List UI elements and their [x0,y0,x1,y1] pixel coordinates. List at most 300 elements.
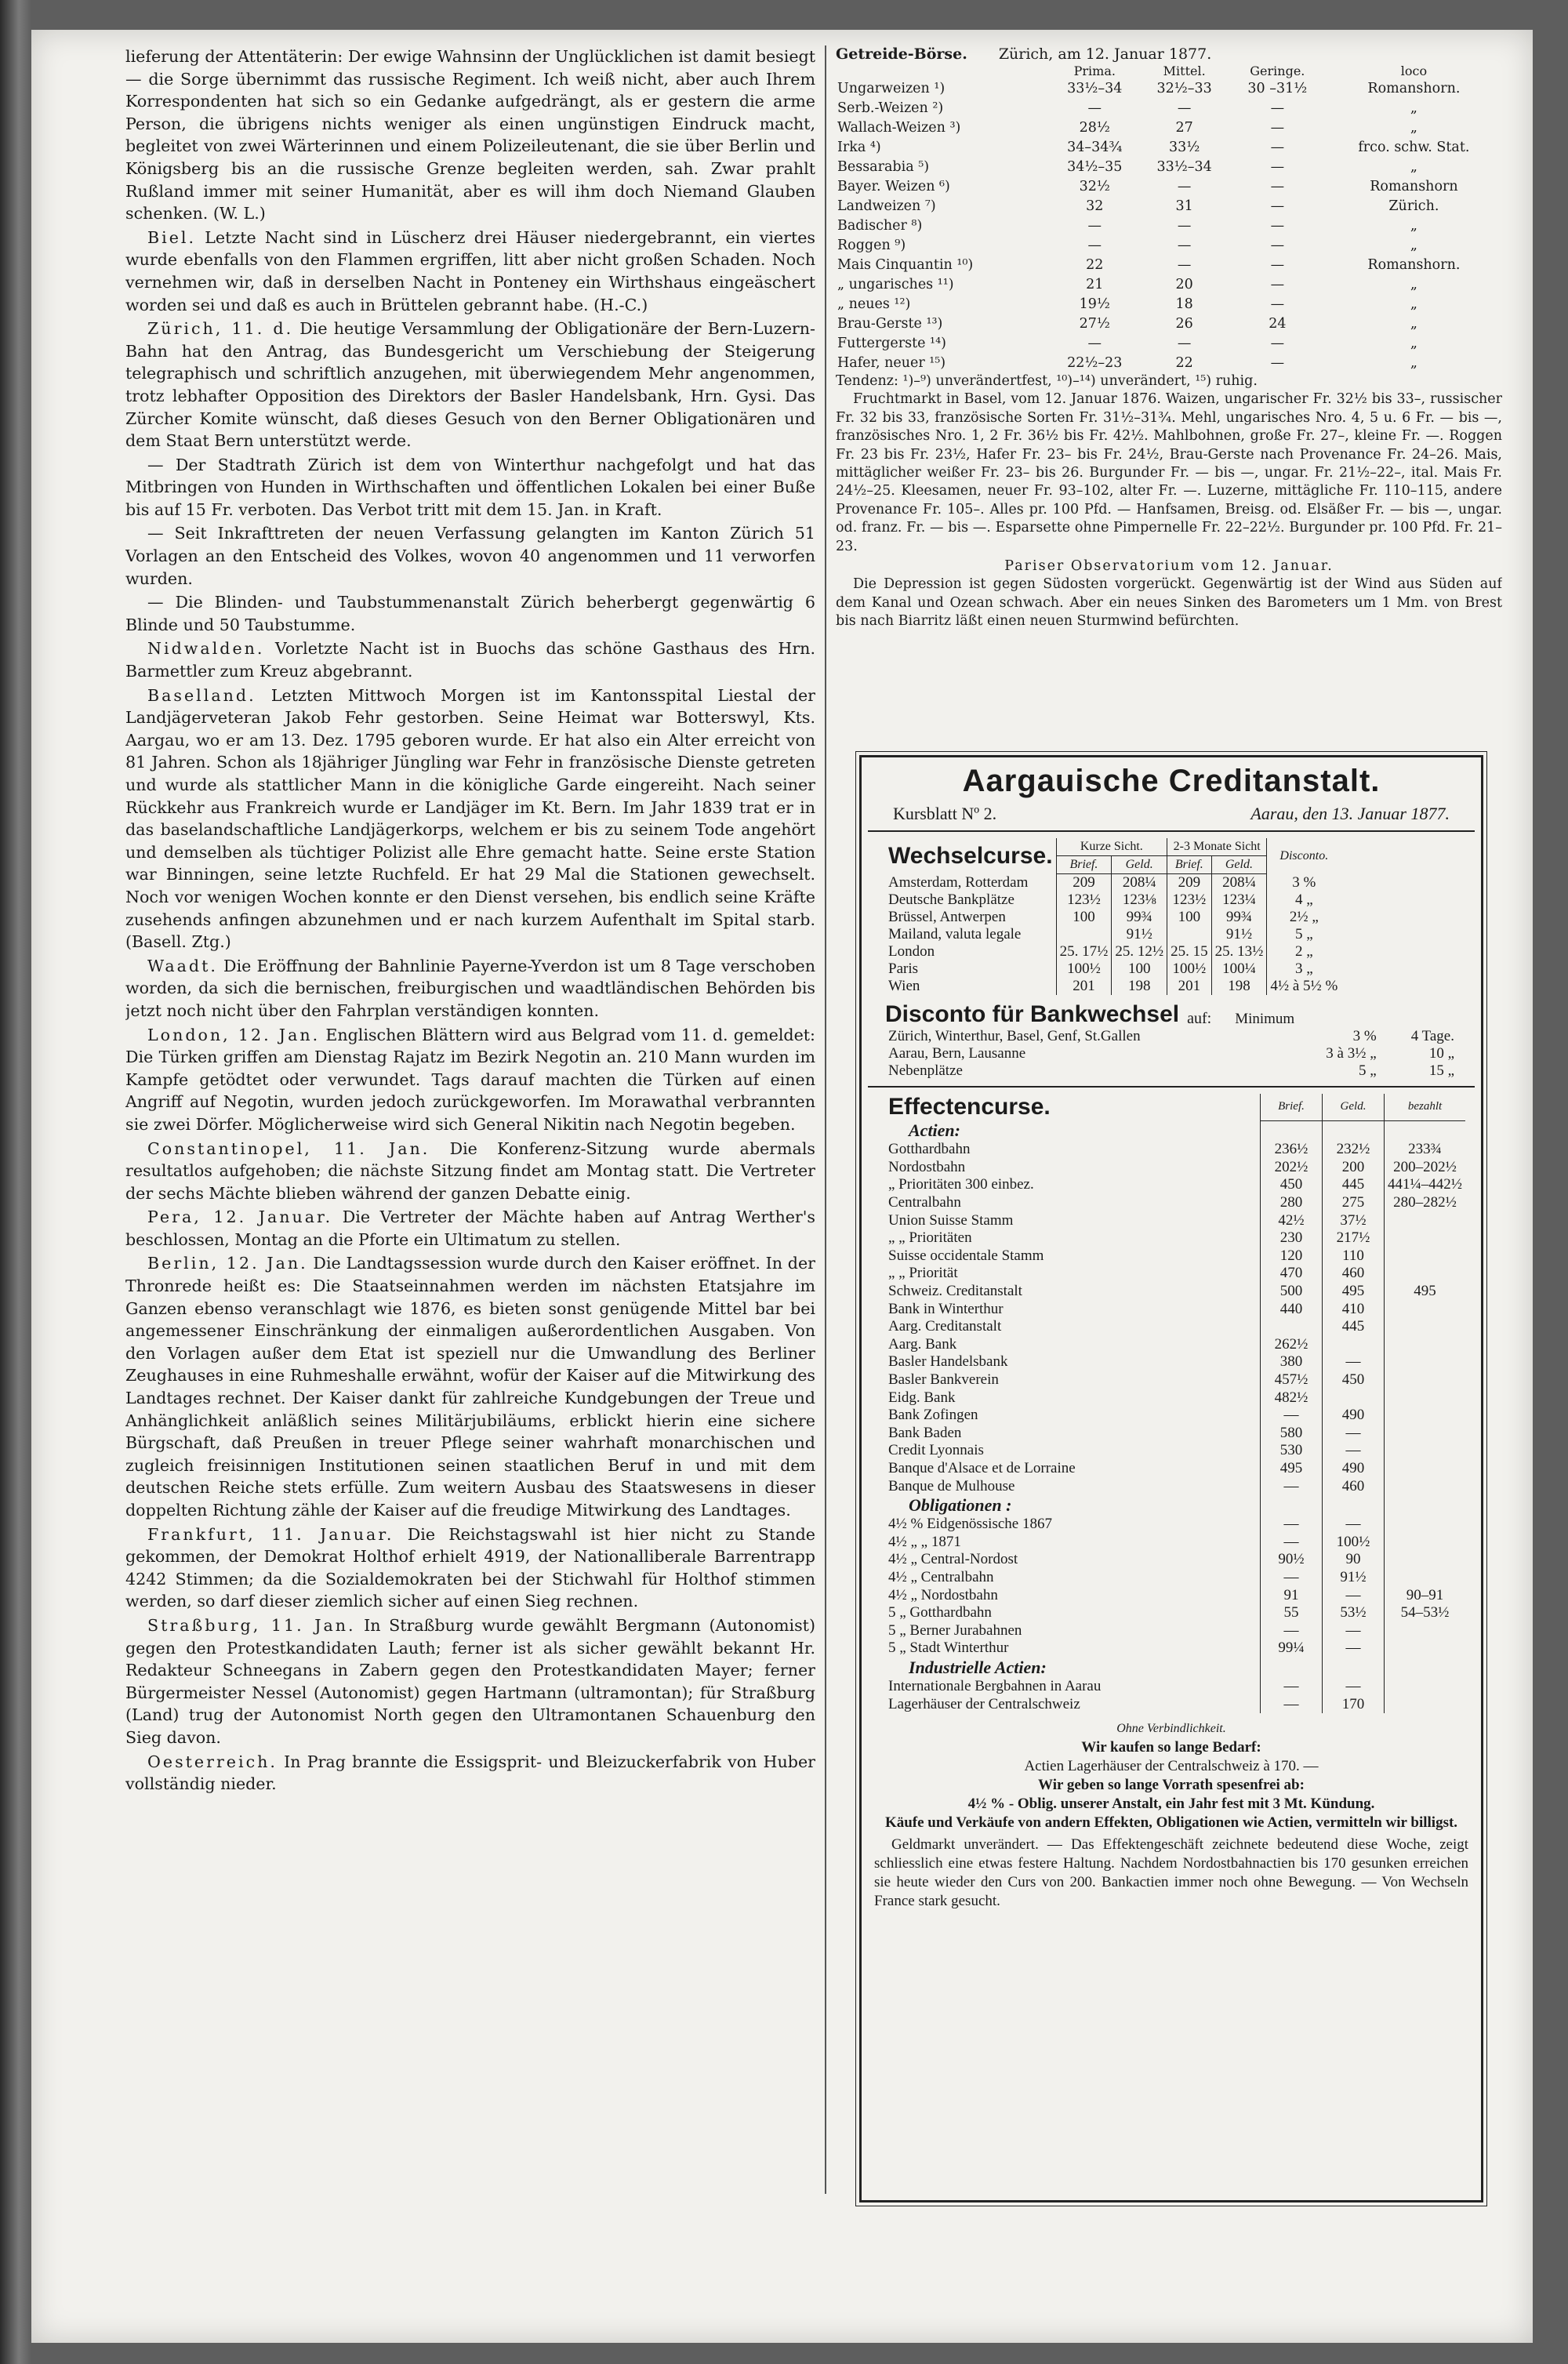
article-text: Vorletzte Nacht ist in Buochs das schöne Gasthaus des Hrn. Barmettler zum Kreuz abgebrannt. [125,639,815,681]
effekten-cell: 470 [1261,1265,1323,1283]
disconto-minimum: Minimum [1235,1011,1295,1027]
grain-cell: — [1270,256,1285,273]
wechsel-cell: 2½ „ [1267,909,1341,926]
grain-col-header [836,63,1050,78]
dateline: Nidwalden. [147,639,265,659]
effekten-row [885,1442,1465,1460]
wechsel-title: Wechselcurse. [888,842,1053,869]
grain-cell: 26 [1175,315,1193,332]
geben-title: Wir geben so lange Vorrath spesenfrei ab: [1038,1776,1305,1793]
effekten-row [885,1247,1465,1266]
wechsel-cell: 123½ [1167,891,1212,909]
effekten-cell: 90–91 [1385,1586,1466,1604]
effekten-row [885,1336,1465,1354]
grain-cell: „ [1410,335,1417,351]
effekten-cell: Bank Baden [888,1424,962,1441]
article-paragraph [125,1206,815,1251]
effekten-cell: — [1323,1640,1385,1658]
effekten-cell: 440 [1261,1300,1323,1318]
grain-cell: Romanshorn. [1367,80,1461,96]
geld-header: Geld. [1211,856,1267,874]
wechsel-cell: 91½ [1112,926,1167,943]
effekten-cell: 495 [1323,1283,1385,1301]
effekten-cell [1385,1442,1466,1460]
dateline: Oesterreich. [147,1752,278,1771]
article-paragraph [125,454,815,521]
effekten-cell: — [1261,1695,1323,1713]
effekten-cell: 495 [1261,1460,1323,1478]
observatorium-title: Pariser Observatorium vom 12. Januar. [1004,558,1334,575]
kursblatt-number: Kursblatt Nº 2. [893,804,997,823]
effekten-cell: — [1261,1533,1323,1551]
wechsel-row [885,960,1341,978]
grain-cell: — [1270,158,1285,175]
grain-cell: Serb.-Weizen ²) [837,100,944,116]
effekten-cell: Union Suisse Stamm [888,1211,1014,1229]
disconto-row [885,1062,1457,1080]
grain-cell: 32 [1086,198,1104,214]
effekten-cell [1385,1265,1466,1283]
grain-exchange-date: Zürich, am 12. Januar 1877. [998,45,1212,63]
effekten-table [885,1094,1465,1713]
grain-cell: 32½–33 [1156,80,1212,96]
grain-row [836,333,1502,353]
grain-cell: 24 [1269,315,1287,332]
effekten-cell: 54–53½ [1385,1604,1466,1622]
grain-col-header: loco [1400,63,1428,78]
grain-cell: — [1177,335,1192,351]
effekten-cell: — [1323,1425,1385,1443]
effekten-row [885,1229,1465,1247]
news-column [125,45,815,2233]
article-text: Die Reichstagswahl ist hier nicht zu Stande gekommen, der Demokrat Holthof erhielt 4919, der Nationalliberale Barrentrapp 4242 Stimmen; da die Sozialdemokraten bei der Stichwahl für Holthof stimmen werden, so darf dieser ziemlich sicher auf einen Sieg rechnen. [125,1524,815,1611]
grain-col-header: Mittel. [1163,63,1206,78]
effekten-cell [1385,1551,1466,1569]
grain-cell: Ungarweizen ¹) [837,80,946,96]
grain-row [836,98,1502,118]
effekten-cell: 4½ „ „ 1871 [888,1533,961,1550]
wechsel-cell: 25. 13½ [1211,943,1267,960]
effekten-cell: — [1323,1678,1385,1696]
disconto-block [885,1001,1457,1080]
divider [868,830,1475,832]
grain-cell: 33½ [1169,139,1200,155]
wechsel-cell [1167,926,1212,943]
effekten-cell [1385,1407,1466,1425]
kursblatt-date: Aarau, den 13. Januar 1877. [1250,804,1450,823]
disconto-cell: 3 à 3½ „ [1326,1045,1377,1062]
disconto-cell: Nebenplätze [888,1062,963,1079]
article-text: In Straßburg wurde gewählt Bergmann (Autonomist) gegen den Protestkandidaten Lauth; ferner ist als sicher gewählt bekannt Hr. Redakteur Schneegans in Zabern gegen den Protestkandidaten Mayer; ferner Bürgermeister Nessel (Autonomist) gegen Hartmann (ultramontan); für Straßburg (Land) trug der Autonomist North gegen den Ultramontanen Schauenburg den Sieg davon. [125,1615,815,1747]
bank-advertisement [859,755,1483,2202]
grain-cell: 34½–35 [1067,158,1123,175]
article-text: Die heutige Versammlung der Obligationäre der Bern-Luzern-Bahn hat den Antrag, das Bundesgericht um Verschiebung der Steigerung telegraphisch und schriftlich anzugehen, mit überwiegendem Mehr angenommen, trotz lebhafter Opposition des Direktors der Basler Handelsbank, Hrn. Gysi. Das Zürcher Komite wünscht, daß dieses Gesuch von den Berner Obligationären und dem Staat Bern unterstützt werde. [125,319,815,451]
no-liability-note: Ohne Verbindlichkeit. [1116,1721,1226,1735]
effekten-row [885,1194,1465,1212]
effekten-cell: 37½ [1323,1211,1385,1229]
grain-cell: — [1087,100,1102,116]
grain-row [836,314,1502,333]
effekten-cell [1385,1678,1466,1696]
book-spine [0,0,31,2364]
wechsel-cell: Mailand, valuta legale [888,926,1022,942]
kurze-sicht-header: Kurze Sicht. [1056,838,1167,856]
disconto-row [885,1028,1457,1045]
kaufen-title: Wir kaufen so lange Bedarf: [1081,1738,1261,1756]
wechsel-cell: 99¾ [1112,909,1167,926]
effekten-cell: — [1261,1678,1323,1696]
grain-cell: — [1270,335,1285,351]
dateline: Frankfurt, 11. Januar. [147,1524,394,1544]
effekten-row [885,1460,1465,1478]
dateline: Waadt. [147,956,218,975]
grain-row [836,157,1502,176]
effekten-cell: 445 [1323,1176,1385,1194]
kaufen-text: Actien Lagerhäuser der Centralschweiz à 170. — [1024,1757,1319,1774]
effekten-row [885,1533,1465,1551]
dateline: London, 12. Jan. [147,1025,321,1044]
wechsel-row [885,891,1341,909]
grain-cell: Roggen ⁹) [837,237,906,253]
wechsel-cell: Brüssel, Antwerpen [888,909,1006,925]
wechsel-cell: 123½ [1056,891,1112,909]
effekten-cell: Centralbahn [888,1194,961,1211]
grain-cell: — [1087,237,1102,253]
effekten-row [885,1516,1465,1534]
effekten-row [885,1300,1465,1318]
effekten-cell: — [1261,1407,1323,1425]
grain-cell: — [1270,100,1285,116]
effekten-cell: Eidg. Bank [888,1389,956,1406]
grain-cell: Bessarabia ⁵) [837,158,930,175]
effekten-cell: 460 [1323,1265,1385,1283]
wechsel-cell: 25. 17½ [1056,943,1112,960]
grain-cell: „ [1410,158,1417,175]
geld-header: Geld. [1323,1094,1385,1120]
effekten-cell: 380 [1261,1353,1323,1371]
effekten-cell: 4½ „ Central-Nordost [888,1551,1018,1568]
effekten-cell: 91½ [1323,1569,1385,1587]
effekten-cell: 500 [1261,1283,1323,1301]
article-paragraph [125,1523,815,1613]
effekten-cell [1385,1389,1466,1407]
grain-cell: 27½ [1079,315,1110,332]
disconto-cell: 5 „ [1358,1062,1377,1079]
grain-cell: 34–34¾ [1067,139,1123,155]
effekten-cell: Credit Lyonnais [888,1442,984,1459]
effekten-cell: — [1323,1353,1385,1371]
article-text: lieferung der Attentäterin: Der ewige Wahnsinn der Unglücklichen ist damit besiegt — die Sorge übernimmt das russische Regiment. Ich weiß nicht, aber auch Ihrem Korrespondenten hat sich so ein Gedanke aufgedrängt, als er gestern die arme Person, die übrigens nichts weniger als einen ungünstigen Eindruck macht, begleitet von zwei Wärterinnen und einem Polizeileutenant, die sie über Berlin und Königsberg bis an die russische Grenze begleiten werden, sah. Zwar prahlt Rußland immer mit seiner Humanität, aber es will ihm doch Niemand Glauben schenken. (W. L.) [125,47,815,223]
article-text: Die Eröffnung der Bahnlinie Payerne-Yverdon ist um 8 Tage verschoben worden, da sich die bernischen, freiburgischen und waadtländischen Behörden bis jetzt noch nicht über den Fahrplan verständigen konnten. [125,956,815,1020]
effekten-row [885,1283,1465,1301]
bank-title: Aargauische Creditanstalt. [962,764,1381,798]
grain-row [836,235,1502,255]
wechsel-cell: 123¼ [1211,891,1267,909]
wechsel-cell: 100 [1056,909,1112,926]
effekten-row [885,1159,1465,1177]
effekten-section-title: Industrielle Actien: [909,1657,1047,1677]
disconto-table [885,1028,1457,1080]
effekten-cell: — [1323,1516,1385,1534]
wechsel-cell: Amsterdam, Rotterdam [888,873,1029,891]
effekten-cell: 233¾ [1385,1141,1466,1159]
effekten-cell: 120 [1261,1247,1323,1266]
effekten-row [885,1477,1465,1495]
brief-header: Brief. [1056,856,1112,874]
grain-cell: — [1270,217,1285,234]
article-text: Die Landtagssession wurde durch den Kaiser eröffnet. In der Thronrede heißt es: Die Staatseinnahmen werden im nächsten Etatsjahre im Ganzen ebenso veranschlagt wie 1876, es bieten sonst genügende Mittel bar bei angemessener Einschränkung der einmaligen außerordentlichen Ausgaben. Von den Vorlagen außer dem Etat ist speziell nur die Umwandlung des Berliner Zeughauses in eine Ruhmeshalle erwähnt, wofür der Kaiser auf die Mitwirkung des Landtages rechnet. Der Kaiser dankt für zahlreiche Kundgebungen der Treue und Anhänglichkeit anläßlich seines Militärjubiläums, erblickt hierin eine sichere Bürgschaft, daß Preußen in treuer Pflege seiner wahrhaft monarchischen und zugleich freisinnigen Institutionen seinen staatlichen Beruf in und mit dem deutschen Reiche stets erfülle. Zum weitern Ausbau des Staatswesens in dieser doppelten Richtung zähle der Kaiser auf die freudige Mitwirkung des Landtages. [125,1254,815,1520]
effekten-cell: 275 [1323,1194,1385,1212]
wechsel-cell: 99¾ [1211,909,1267,926]
effekten-cell: — [1323,1586,1385,1604]
wechsel-cell: 209 [1056,874,1112,892]
effekten-cell [1385,1336,1466,1354]
geben-text: 4½ % - Oblig. unserer Anstalt, ein Jahr fest mit 3 Mt. Kündung. [967,1795,1375,1812]
grain-cell: — [1270,178,1285,194]
wechsel-cell: 100 [1167,909,1212,926]
effekten-cell: 110 [1323,1247,1385,1266]
effekten-title: Effectencurse. [888,1094,1051,1120]
article-paragraph [125,318,815,452]
effekten-cell: 580 [1261,1425,1323,1443]
wechsel-cell: 4 „ [1267,891,1341,909]
effekten-cell: Lagerhäuser der Centralschweiz [888,1695,1080,1712]
wechsel-cell: 123⅛ [1112,891,1167,909]
observatorium-text: Die Depression ist gegen Südosten vorgerückt. Gegenwärtig ist der Wind aus Süden auf dem Kanal und Ozean schwach. Aber ein neues Sinken des Barometers um 1 Mm. von Brest bis nach Biarritz läßt einen neuen Sturmwind befürchten. [836,576,1502,630]
grain-cell: 22 [1175,354,1193,371]
grain-cell: — [1270,296,1285,312]
grain-cell: „ [1410,315,1417,332]
wechsel-cell: 100½ [1056,960,1112,978]
effekten-row [885,1176,1465,1194]
disconto-cell: 10 „ [1428,1045,1454,1062]
wechsel-cell: 2 „ [1267,943,1341,960]
grain-cell: Badischer ⁸) [837,217,923,234]
effekten-cell [1385,1460,1466,1478]
wechsel-cell: 198 [1112,978,1167,995]
grain-cell: — [1270,276,1285,292]
grain-cell: Futtergerste ¹⁴) [837,335,946,351]
effekten-cell: „ Prioritäten 300 einbez. [888,1176,1034,1193]
wechsel-row [885,874,1341,892]
article-text: — Seit Inkrafttreten der neuen Verfassung gelangten im Kanton Zürich 51 Vorlagen an den Entscheid des Volkes, wovon 40 angenommen und 11 verworfen wurden. [125,524,815,588]
grain-cell: „ ungarisches ¹¹) [837,276,954,292]
dateline: Baselland. [147,685,256,705]
grain-cell: Zürich. [1388,198,1439,214]
grain-row [836,353,1502,372]
effekten-cell: 410 [1323,1300,1385,1318]
wechsel-row [885,909,1341,926]
grain-cell: 33½–34 [1156,158,1212,175]
effekten-cell: 42½ [1261,1211,1323,1229]
effekten-cell: 170 [1323,1695,1385,1713]
dateline: Pera, 12. Januar. [147,1207,333,1227]
effekten-cell: Suisse occidentale Stamm [888,1247,1044,1264]
effekten-cell: Schweiz. Creditanstalt [888,1283,1022,1300]
brief-header: Brief. [1261,1094,1323,1120]
dateline: Constantinopel, 11. Jan. [147,1138,430,1158]
effekten-cell: 445 [1323,1318,1385,1336]
effekten-cell: 4½ „ Centralbahn [888,1568,994,1585]
grain-cell: — [1270,119,1285,136]
brief-header: Brief. [1167,856,1212,874]
article-paragraph [125,1252,815,1521]
wechsel-cell: 100½ [1167,960,1212,978]
wechsel-cell: 91½ [1211,926,1267,943]
effekten-row [885,1425,1465,1443]
wechsel-row [885,943,1341,960]
effekten-cell: 280 [1261,1194,1323,1212]
effekten-row [885,1621,1465,1640]
column-divider [825,45,826,2194]
effekten-cell: „ „ Prioritäten [888,1229,972,1247]
article-paragraph [125,45,815,225]
grain-cell: Irka ⁴) [837,139,881,155]
effekten-cell [1385,1516,1466,1534]
dateline: Straßburg, 11. Jan. [147,1615,356,1635]
wechsel-cell: 3 „ [1267,960,1341,978]
grain-row [836,78,1502,98]
wechsel-cell: 5 „ [1267,926,1341,943]
grain-cell: „ neues ¹²) [837,296,911,312]
grain-cell: Mais Cinquantin ¹⁰) [837,256,974,273]
effekten-cell: Banque d'Alsace et de Lorraine [888,1459,1076,1476]
effekten-cell: Nordostbahn [888,1158,966,1175]
kauf-verkauf-text: Käufe und Verkäufe von andern Effekten, Obligationen wie Actien, vermitteln wir billigst. [884,1814,1458,1831]
grain-cell: „ [1410,119,1417,136]
disconto-cell: Aarau, Bern, Lausanne [888,1045,1026,1062]
effekten-cell: 460 [1323,1477,1385,1495]
grain-tendency: Tendenz: ¹)–⁹) unverändertfest, ¹⁰)–¹⁴) unverändert, ¹⁵) ruhig. [836,373,1258,389]
effekten-row [885,1265,1465,1283]
effekten-cell: 5 „ Gotthardbahn [888,1604,992,1621]
wechsel-row [885,926,1341,943]
article-text: Letzte Nacht sind in Lüscherz drei Häuser niedergebrannt, ein viertes wurde ebenfalls von den Flammen ergriffen, litt aber nicht großen Schaden. Noch vernehmen wir, daß in derselben Nacht in Ponteney ein Wirthshaus eingeäschert worden sei und daß es auch in Brüttelen gebrannt habe. (H.-C.) [125,227,815,314]
article-text: — Der Stadtrath Zürich ist dem von Winterthur nachgefolgt und hat das Mitbringen von Hunden in Wirthschaften und öffentlichen Lokalen bei einer Buße bis auf 15 Fr. verboten. Das Verbot tritt mit dem 15. Jan. in Kraft. [125,455,815,519]
effekten-cell: 200–202½ [1385,1159,1466,1177]
grain-cell: „ [1410,354,1417,371]
effekten-row [885,1371,1465,1389]
wechsel-cell: 25. 15 [1167,943,1212,960]
effekten-cell: 91 [1261,1586,1323,1604]
grain-cell: Wallach-Weizen ³) [837,119,961,136]
grain-row [836,176,1502,196]
article-paragraph [125,1751,815,1796]
article-paragraph [125,955,815,1022]
geld-header: Geld. [1112,856,1167,874]
grain-cell: Bayer. Weizen ⁶) [837,178,950,194]
effekten-row [885,1353,1465,1371]
fruchtmarkt-basel: Fruchtmarkt in Basel, vom 12. Januar 1876. Waizen, ungarischer Fr. 32½ bis 33–, russischer Fr. 32 bis 33, französische Sorten Fr. 31½–31¾. Mehl, ungarisches Nro. 4, 5 u. 6 Fr. — bis —, französisches Nro. 1, 2 Fr. 36½ bis Fr. 42½. Mahlbohnen, große Fr. 27–, kleine Fr. —. Roggen Fr. 23 bis Fr. 23½, Hafer Fr. 23– bis Fr. 24½, Brau-Gerste nach Provenance Fr. 24–26. Mais, mittäglicher weißer Fr. 23– bis 26. Burgunder Fr. — bis —, ungar. Fr. 21½–22–, ital. Mais Fr. 24½–25. Kleesamen, neuer Fr. 93–102, alter Fr. —. Luzerne, mittägliche Fr. 110–115, andere Provenance Fr. 105–. Alles pr. 100 Pfd. — Hanfsamen, Breisg. od. Elsäßer Fr. — bis —, ungar. od. franz. Fr. — bis —. Esparsette ohne Pimpernelle Fr. 22–22½. Burgunder pr. 100 Pfd. Fr. 21–23. [836,391,1502,554]
grain-cell: — [1177,256,1192,273]
effekten-cell: „ „ Priorität [888,1265,958,1282]
effekten-cell: 90 [1323,1551,1385,1569]
article-paragraph [125,685,815,953]
effekten-cell [1385,1229,1466,1247]
grain-cell: — [1270,198,1285,214]
article-paragraph [125,1614,815,1749]
effekten-cell: 90½ [1261,1551,1323,1569]
grain-cell: 19½ [1079,296,1110,312]
effekten-cell: 217½ [1323,1229,1385,1247]
grain-cell: Brau-Gerste ¹³) [837,315,943,332]
effekten-cell: 100½ [1323,1533,1385,1551]
effekten-cell: 236½ [1261,1141,1323,1159]
article-paragraph [125,637,815,682]
wechsel-row [885,978,1341,995]
effekten-row [885,1389,1465,1407]
grain-cell: — [1270,237,1285,253]
grain-cell: Romanshorn [1370,178,1458,194]
effekten-row [885,1141,1465,1159]
disconto-cell: 4 Tage. [1410,1028,1454,1044]
grain-row [836,118,1502,137]
grain-cell: 28½ [1079,119,1110,136]
effekten-cell: Gotthardbahn [888,1141,971,1158]
grain-cell: „ [1410,100,1417,116]
grain-cell: „ [1410,217,1417,234]
article-text: Englischen Blättern wird aus Belgrad vom 11. d. gemeldet: Die Türken griffen am Dienstag Rajatz im Bezirk Negotin an. 210 Mann wurden im Kampfe getödtet oder verwundet. Tags darauf machten die Türken auf einen Angriff auf Negotin, wurden jedoch zurückgeworfen. Im Morawathal verbrannten sie zwei Dörfer. Möglicherweise wird sich General Nikitin nach Negotin begeben. [125,1025,815,1134]
effekten-cell [1385,1318,1466,1336]
effekten-cell [1385,1569,1466,1587]
dateline: Zürich, 11. d. [147,319,294,339]
article-paragraph [125,591,815,636]
effekten-cell: 530 [1261,1442,1323,1460]
disconto-cell: 15 „ [1428,1062,1454,1079]
wechsel-cell: 209 [1167,874,1212,892]
effekten-cell [1323,1336,1385,1354]
effekten-cell: Basler Handelsbank [888,1353,1008,1371]
effekten-cell [1323,1389,1385,1407]
disconto-header: Disconto. [1267,838,1341,874]
bezahlt-header: bezahlt [1385,1094,1466,1120]
monate-sicht-header: 2-3 Monate Sicht [1167,838,1267,856]
wechsel-cell: London [888,943,935,960]
effekten-cell: 482½ [1261,1389,1323,1407]
wechsel-cell: 3 % [1267,874,1341,892]
grain-cell: — [1087,217,1102,234]
grain-row [836,216,1502,235]
effekten-cell: — [1261,1569,1323,1587]
grain-row [836,294,1502,314]
grain-cell: 27 [1175,119,1193,136]
grain-cell: 18 [1175,296,1193,312]
wechsel-table [885,838,1341,995]
article-paragraph [125,1024,815,1136]
effekten-cell [1261,1318,1323,1336]
grain-cell: 31 [1175,198,1193,214]
effekten-cell: 457½ [1261,1371,1323,1389]
effekten-cell: — [1261,1477,1323,1495]
article-text: Die Vertreter der Mächte haben auf Antrag Werther's beschlossen, Montag an die Pforte ein Ultimatum zu stellen. [125,1207,815,1249]
grain-cell: 32½ [1079,178,1110,194]
effekten-section-title: Obligationen : [909,1494,1012,1515]
effekten-cell: 99¼ [1261,1640,1323,1658]
grain-price-table [836,63,1502,372]
grain-cell: Romanshorn. [1367,256,1461,273]
geldmarkt-text: Geldmarkt unverändert. — Das Effektengeschäft zeichnete bedeutend diese Woche, zeigt schliesslich eine etwas festere Haltung. Nachdem Nordostbahnactien bis 170 gesunken erreichen sie heute wieder den Curs von 200. Bankactien immer noch ohne Bewegung. — Von Wechseln France stark gesucht. [874,1836,1468,1909]
effekten-cell: Aarg. Bank [888,1335,957,1353]
article-text: Letzten Mittwoch Morgen ist im Kantonsspital Liestal der Landjägerveteran Jakob Fehr gestorben. Seine Heimat war Botterswyl, Kts. Aargau, wo er am 13. Dez. 1795 geboren wurde. Er hat also ein Alter erreicht von 81 Jahren. Schon als 18jähriger Jüngling war Fehr in französische Dienste getreten und wurde als stattlicher Mann in die königliche Garde eingereiht. Nach seiner Rückkehr aus Frankreich wurde er Landjäger im Kt. Bern. Im Jahr 1839 trat er in das baselandschaftliche Landjägerkorps, welchem er bis zu seinem Tode angehört und demselben als tüchtiger Polizist alle Ehre gemacht hatte. Seine erste Station war Binningen, seine letzte Ruchfeld. Er hat 29 Mal die Stationen gewechselt. Noch vor wenigen Wochen konnte er den Dienst versehen, bis endlich seine Kräfte zusehends anfingen abzunehmen und er nach kurzem Aufenthalt im Spital starb. (Basell. Ztg.) [125,685,815,952]
effekten-cell: 4½ „ Nordostbahn [888,1586,998,1603]
article-text: — Die Blinden- und Taubstummenanstalt Zürich beherbergt gegenwärtig 6 Blinde und 50 Taubstumme. [125,593,815,634]
effekten-row [885,1695,1465,1713]
wechsel-cell: 100 [1112,960,1167,978]
article-paragraph [125,1138,815,1205]
effekten-cell: Aarg. Creditanstalt [888,1318,1002,1335]
effekten-cell: 495 [1385,1283,1466,1301]
grain-cell: 22½–23 [1067,354,1123,371]
